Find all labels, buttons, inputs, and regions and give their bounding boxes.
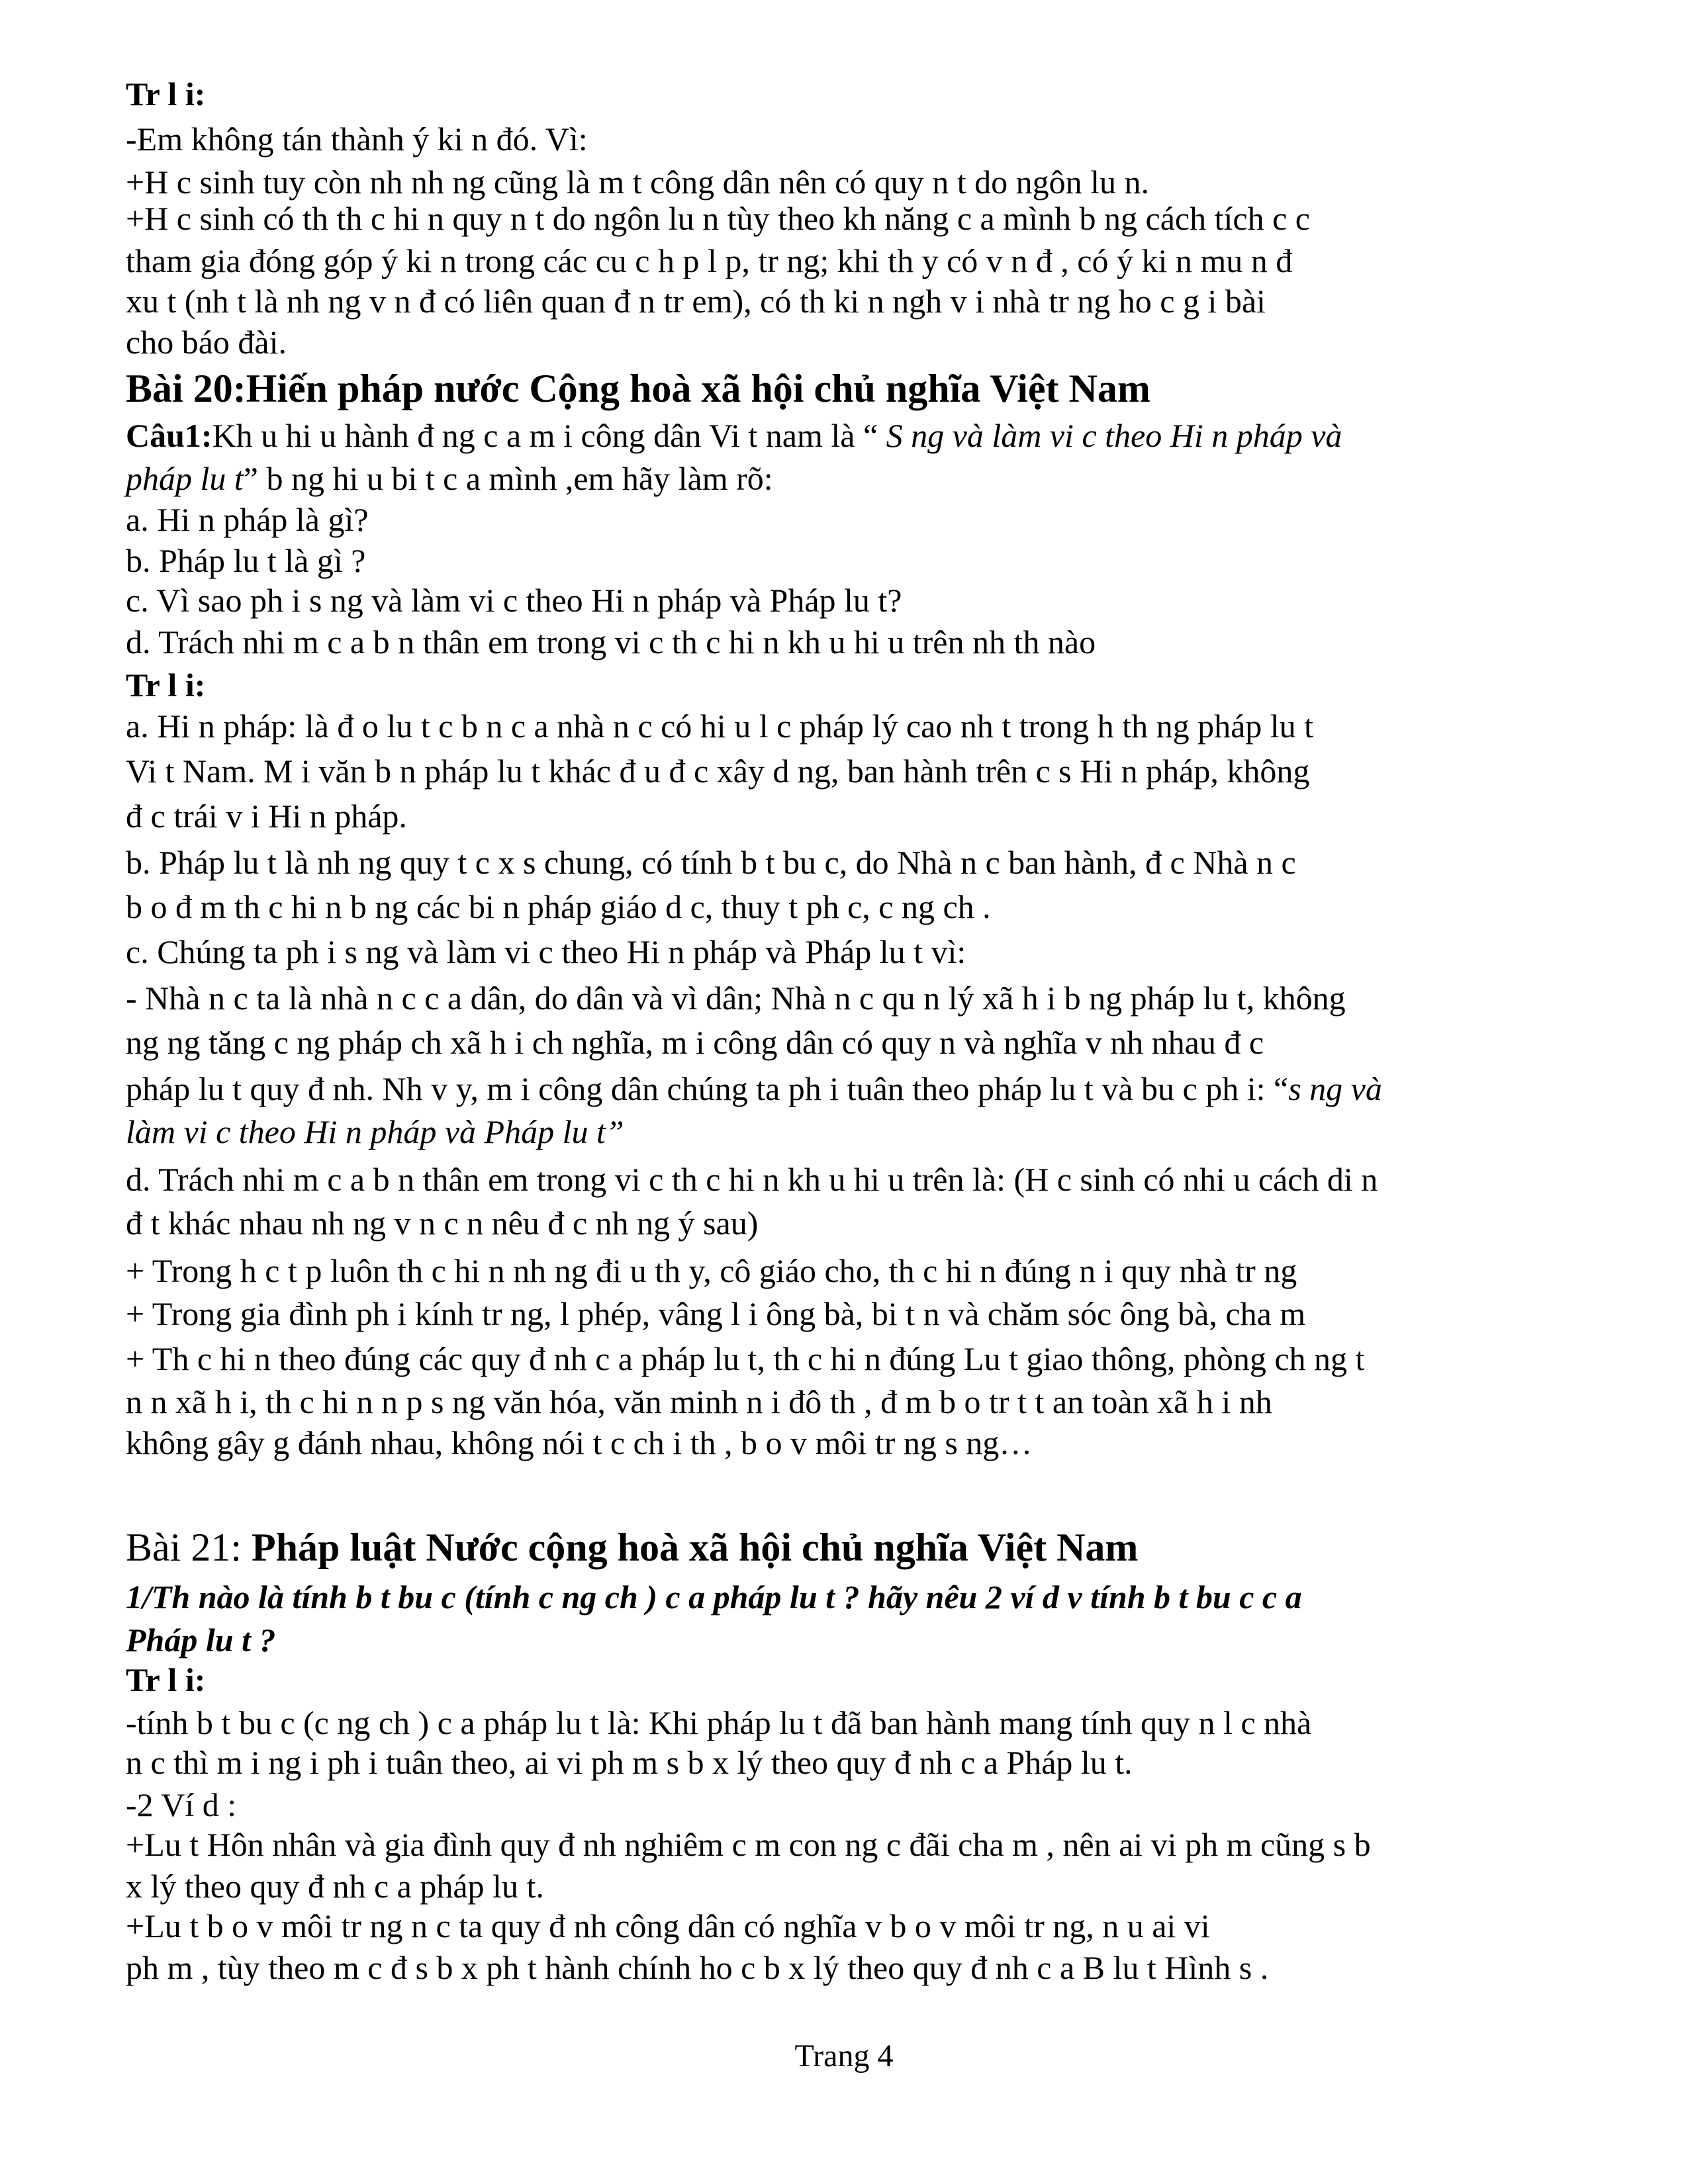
paragraph-line: ph m , tùy theo m c đ s b x ph t hành chính ho c b x lý theo quy đ nh c a B lu t Hình s . [126,1949,1269,1986]
list-item: a. Hi n pháp là gì? [126,501,369,538]
paragraph-line: -tính b t bu c (c ng ch ) c a pháp lu t là: Khi pháp lu t đã ban hành mang tính quy n l c nhà [126,1704,1312,1741]
paragraph-line: b o đ m th c hi n b ng các bi n pháp giáo d c, thuy t ph c, c ng ch . [126,888,991,925]
paragraph-line: -Em không tán thành ý ki n đó. Vì: [126,120,588,158]
page-footer: Trang 4 [794,2038,894,2073]
answer-label: Tr l i: [126,75,206,113]
paragraph-line: x lý theo quy đ nh c a pháp lu t. [126,1868,544,1905]
paragraph-line: + Trong gia đình ph i kính tr ng, l phép, vâng l i ông bà, bi t n và chăm sóc ông bà, cha m [126,1295,1306,1332]
paragraph-line: + Trong h c t p luôn th c hi n nh ng đi u th y, cô giáo cho, th c hi n đúng n i quy nhà tr ng [126,1252,1297,1289]
paragraph-line: cho báo đài. [126,324,287,361]
section-title: Pháp luật Nước cộng hoà xã hội chủ nghĩa Việt Nam [252,1525,1139,1569]
section-number: Bài 21: [126,1525,252,1569]
answer-label: Tr l i: [126,1661,206,1698]
question-label: Câu1: [126,417,212,454]
question-line: Pháp lu t ? [126,1621,276,1659]
paragraph-line: a. Hi n pháp: là đ o lu t c b n c a nhà n c có hi u l c pháp lý cao nh t trong h th ng pháp lu t [126,707,1314,745]
list-item: d. Trách nhi m c a b n thân em trong vi c th c hi n kh u hi u trên nh th nào [126,623,1096,660]
paragraph-line: không gây g đánh nhau, không nói t c ch i th , b o v môi tr ng s ng… [126,1424,1033,1461]
paragraph-line: - Nhà n c ta là nhà n c c a dân, do dân và vì dân; Nhà n c qu n lý xã h i b ng pháp lu t, không [126,979,1346,1017]
paragraph-text: pháp lu t quy đ nh. Nh v y, m i công dân chúng ta ph i tuân theo pháp lu t và bu c ph i: “ [126,1070,1289,1107]
paragraph-line: -2 Ví d : [126,1786,237,1823]
paragraph-line: +Lu t Hôn nhân và gia đình quy đ nh nghiêm c m con ng c đãi cha m , nên ai vi ph m cũng s b [126,1826,1371,1863]
paragraph-line: đ c trái v i Hi n pháp. [126,797,407,835]
paragraph-line: c. Chúng ta ph i s ng và làm vi c theo Hi n pháp và Pháp lu t vì: [126,933,966,970]
paragraph-line: xu t (nh t là nh ng v n đ có liên quan đ n tr em), có th ki n ngh v i nhà tr ng ho c g i bài [126,283,1266,320]
paragraph-line: +Lu t b o v môi tr ng n c ta quy đ nh công dân có nghĩa v b o v môi tr ng, n u ai vi [126,1907,1210,1944]
section-heading-bai-20: Bài 20:Hiến pháp nước Cộng hoà xã hội chủ nghĩa Việt Nam [126,367,1150,410]
question-text: ” b ng hi u bi t c a mình ,em hãy làm rõ: [243,460,773,497]
question-line [126,416,1342,455]
section-heading-bai-21 [126,1524,1138,1570]
paragraph-line: n n xã h i, th c hi n n p s ng văn hóa, văn minh n i đô th , đ m b o tr t t an toàn xã h i nh [126,1383,1272,1420]
paragraph-line: + Th c hi n theo đúng các quy đ nh c a pháp lu t, th c hi n đúng Lu t giao thông, phòng ch ng t [126,1340,1365,1377]
paragraph-line: ng ng tăng c ng pháp ch xã h i ch nghĩa, m i công dân có quy n và nghĩa v nh nhau đ c [126,1024,1264,1061]
slogan-text: làm vi c theo Hi n pháp và Pháp lu t” [126,1113,624,1150]
question-text: Kh u hi u hành đ ng c a m i công dân Vi t nam là “ [212,417,886,454]
paragraph-line: n c thì m i ng i ph i tuân theo, ai vi ph m s b x lý theo quy đ nh c a Pháp lu t. [126,1744,1133,1781]
paragraph-line: +H c sinh có th th c hi n quy n t do ngôn lu n tùy theo kh năng c a mình b ng cách tích c c [126,200,1310,237]
paragraph-line: Vi t Nam. M i văn b n pháp lu t khác đ u đ c xây d ng, ban hành trên c s Hi n pháp, không [126,752,1310,790]
slogan-text: S ng và làm vi c theo Hi n pháp và [886,417,1342,454]
paragraph-line: đ t khác nhau nh ng v n c n nêu đ c nh ng ý sau) [126,1205,759,1242]
paragraph-line: tham gia đóng góp ý ki n trong các cu c h p l p, tr ng; khi th y có v n đ , có ý ki n mu n đ [126,242,1293,279]
question-line [126,459,773,498]
list-item: c. Vì sao ph i s ng và làm vi c theo Hi n pháp và Pháp lu t? [126,582,902,619]
list-item: b. Pháp lu t là gì ? [126,542,366,579]
paragraph-line: b. Pháp lu t là nh ng quy t c x s chung, có tính b t bu c, do Nhà n c ban hành, đ c Nhà n c [126,844,1296,881]
paragraph-line: d. Trách nhi m c a b n thân em trong vi c th c hi n kh u hi u trên là: (H c sinh có nhi u cách di n [126,1161,1378,1198]
slogan-text: pháp lu t [126,460,244,497]
paragraph-line: +H c sinh tuy còn nh nh ng cũng là m t công dân nên có quy n t do ngôn lu n. [126,163,1150,201]
slogan-text: s ng và [1288,1070,1382,1107]
paragraph-line [126,1069,1382,1109]
answer-label: Tr l i: [126,666,206,704]
question-line: 1/Th nào là tính b t bu c (tính c ng ch ) c a pháp lu t ? hãy nêu 2 ví d v tính b t bu c c a [126,1578,1302,1615]
